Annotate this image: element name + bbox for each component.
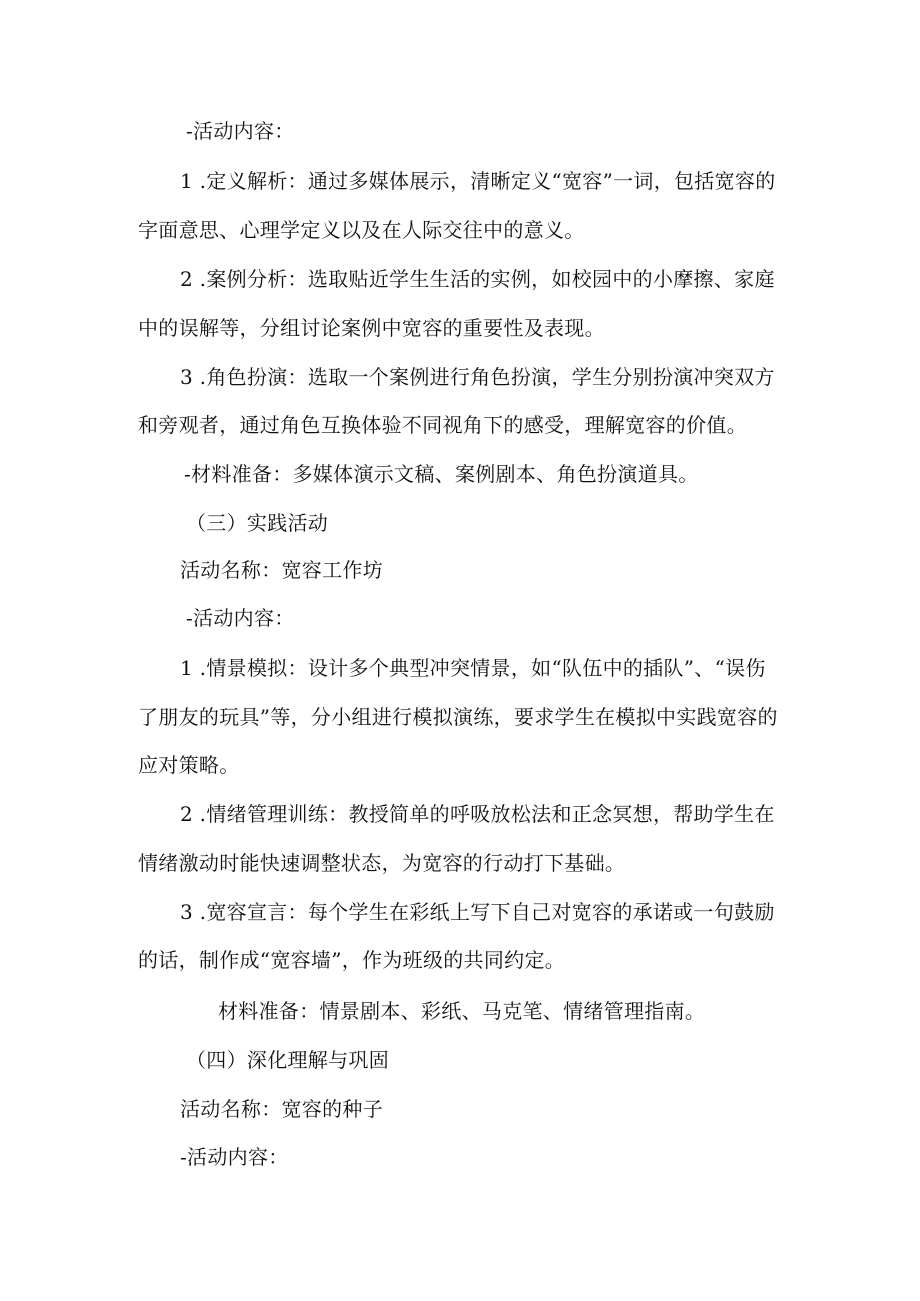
item-case-line-1: 2 .案例分析：选取贴近学生生活的实例，如校园中的小摩擦、家庭 (180, 267, 775, 291)
activity-content-label: -活动内容： (186, 606, 295, 630)
item-roleplay-line-1: 3 .角色扮演：选取一个案例进行角色扮演，学生分别扮演冲突双方 (180, 365, 775, 389)
materials-line: -材料准备：多媒体演示文稿、案例剧本、角色扮演道具。 (184, 462, 699, 486)
item-declaration-line-2: 的话，制作成“宽容墙”，作为班级的共同约定。 (138, 948, 566, 972)
item-scenario-line-1: 1 .情景模拟：设计多个典型冲突情景，如“队伍中的插队”、“误伤 (180, 656, 766, 680)
activity-name: 活动名称：宽容的种子 (180, 1097, 383, 1121)
item-case-line-2: 中的误解等，分组讨论案例中宽容的重要性及表现。 (138, 316, 605, 340)
item-emotion-line-1: 2 .情绪管理训练：教授简单的呼吸放松法和正念冥想，帮助学生在 (180, 802, 775, 826)
item-scenario-line-3: 应对策略。 (138, 753, 240, 777)
section-title: （三）实践活动 (186, 511, 329, 535)
item-definition-line-2: 字面意思、心理学定义以及在人际交往中的意义。 (138, 218, 585, 242)
activity-content-label: -活动内容： (186, 119, 295, 143)
item-scenario-line-2: 了朋友的玩具”等，分小组进行模拟演练，要求学生在模拟中实践宽容的 (138, 705, 778, 729)
item-emotion-line-2: 情绪激动时能快速调整状态，为宽容的行动打下基础。 (138, 851, 626, 875)
item-roleplay-line-2: 和旁观者，通过角色互换体验不同视角下的感受，理解宽容的价值。 (138, 413, 747, 437)
activity-content-label: -活动内容： (180, 1145, 289, 1169)
materials-line: 材料准备：情景剧本、彩纸、马克笔、情绪管理指南。 (218, 999, 706, 1023)
item-declaration-line-1: 3 .宽容宣言：每个学生在彩纸上写下自己对宽容的承诺或一句鼓励 (180, 900, 775, 924)
activity-name: 活动名称：宽容工作坊 (180, 558, 383, 582)
item-definition-line-1: 1 .定义解析：通过多媒体展示，清晰定义“宽容”一词，包括宽容的 (180, 169, 776, 193)
section-title: （四）深化理解与巩固 (186, 1048, 389, 1072)
